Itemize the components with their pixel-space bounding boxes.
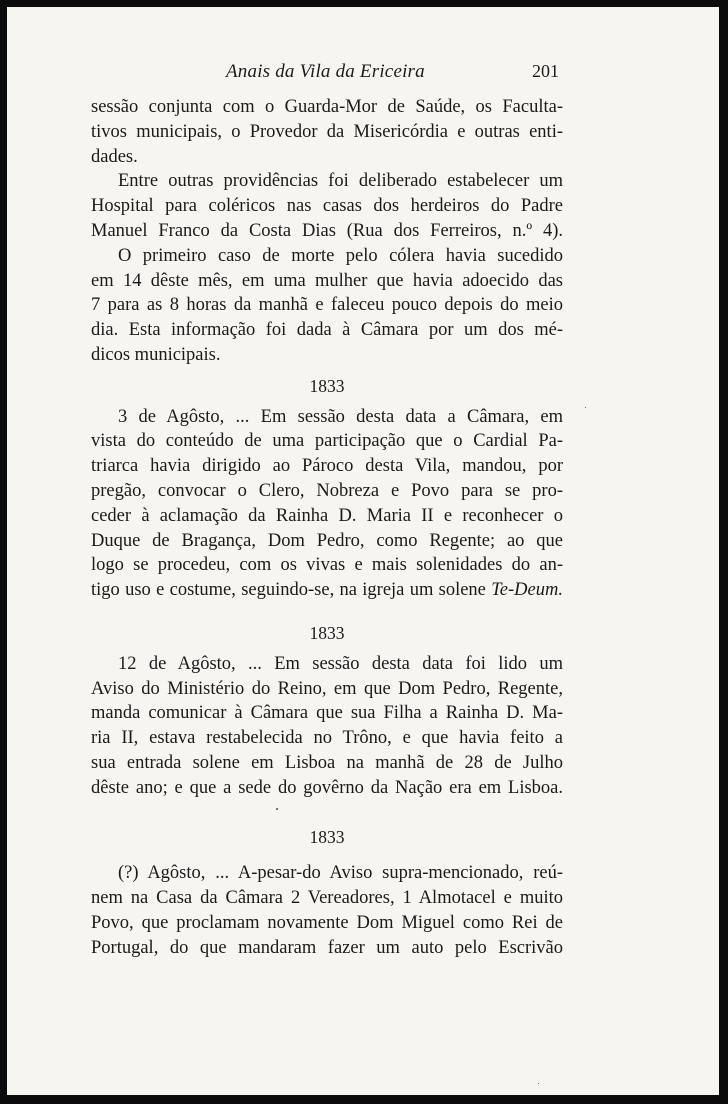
italic-term: Te-Deum. (491, 580, 563, 601)
paragraph-hospital (91, 169, 563, 243)
paper-speck (538, 1083, 539, 1084)
text-line: Povo, que proclamam novamente Dom Miguel como Rei de (91, 912, 563, 933)
paragraph-first-death (91, 244, 563, 368)
text-line: Manuel Franco da Costa Dias (Rua dos Ferreiros, n.º 4). (91, 220, 563, 241)
text-line: dades. (91, 146, 138, 167)
paragraph-continuation (91, 95, 563, 169)
entry-year-heading: 1833 (309, 375, 345, 396)
text-fragment: tigo uso e costume, seguindo-se, na igreja um solene (91, 580, 492, 601)
text-line: sua entrada solene em Lisboa na manhã de 28 de Julho (91, 752, 563, 773)
text-line: 3 de Agôsto, ... Em sessão desta data a Câmara, em (118, 406, 563, 427)
entry-august-3 (91, 405, 563, 603)
book-page (7, 7, 719, 1095)
entry-year-heading: 1833 (309, 826, 345, 847)
running-title: Anais da Vila da Ericeira (226, 61, 425, 82)
text-line: Duque de Bragança, Dom Pedro, como Regente; ao que (91, 530, 563, 551)
text-line (91, 578, 563, 603)
entry-year-heading: 1833 (309, 622, 345, 643)
page-header (7, 61, 719, 91)
text-line: dicos municipais. (91, 344, 221, 365)
text-line: ceder à aclamação da Rainha D. Maria II e reconhecer o (91, 505, 563, 526)
text-line: logo se procedeu, com os vivas e mais solenidades do an- (91, 555, 563, 576)
text-line: em 14 dêste mês, em uma mulher que havia adoecido das (91, 270, 563, 291)
text-line: pregão, convocar o Clero, Nobreza e Povo para se pro- (91, 480, 563, 501)
text-line: Portugal, do que mandaram fazer um auto pelo Escrivão (91, 937, 563, 958)
text-line: Entre outras providências foi deliberado estabelecer um (118, 171, 563, 192)
paper-speck (585, 407, 586, 408)
text-line: manda comunicar à Câmara que sua Filha a Rainha D. Ma- (91, 703, 563, 724)
text-line: tivos municipais, o Provedor da Misericórdia e outras enti- (91, 121, 563, 142)
entry-august-12 (91, 652, 563, 801)
text-line: Aviso do Ministério do Reino, em que Dom Pedro, Regente, (91, 678, 563, 699)
paper-speck (276, 808, 278, 810)
text-line: dia. Esta informação foi dada à Câmara por um dos mé- (91, 320, 563, 341)
text-line: triarca havia dirigido ao Pároco desta Vila, mandou, por (91, 456, 563, 477)
text-line: 7 para as 8 horas da manhã e faleceu pouco depois do meio (91, 295, 563, 316)
text-line: Hospital para coléricos nas casas dos herdeiros do Padre (91, 196, 563, 217)
page-body (91, 95, 563, 961)
text-line: O primeiro caso de morte pelo cólera havia sucedido (118, 245, 563, 266)
text-line: ria II, estava restabelecida no Trôno, e que havia feito a (91, 728, 563, 749)
text-line: sessão conjunta com o Guarda-Mor de Saúde, os Faculta- (91, 97, 563, 117)
text-line: (?) Agôsto, ... A-pesar-do Aviso supra-mencionado, reú- (118, 863, 563, 884)
text-line: dêste ano; e que a sede do govêrno da Nação era em Lisboa. (91, 777, 563, 798)
text-line: 12 de Agôsto, ... Em sessão desta data foi lido um (118, 653, 563, 674)
entry-august-unknown (91, 861, 563, 960)
text-line: nem na Casa da Câmara 2 Vereadores, 1 Almotacel e muito (91, 888, 563, 909)
page-number: 201 (532, 61, 559, 81)
text-line: vista do conteúdo de uma participação que o Cardial Pa- (91, 431, 563, 452)
